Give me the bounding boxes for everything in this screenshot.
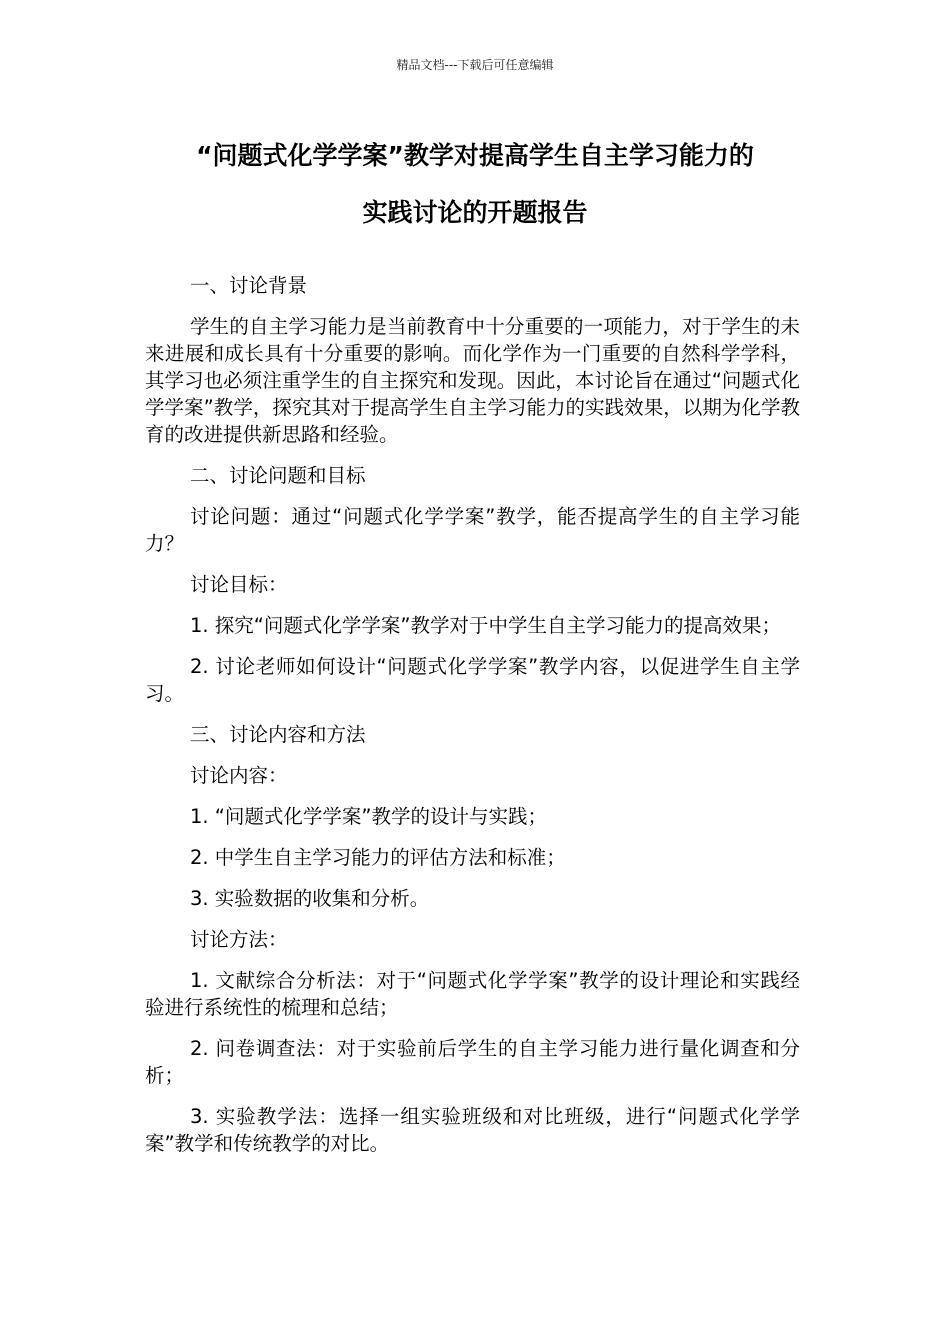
document-body <box>145 272 800 1171</box>
list-item-content-1: 1. “问题式化学学案”教学的设计与实践； <box>190 805 548 828</box>
label-research-content: 讨论内容： <box>190 764 288 787</box>
header-note: 精品文档---下载后可任意编辑 <box>396 58 554 72</box>
paragraph-research-question: 讨论问题：通过“问题式化学学案”教学，能否提高学生的自主学习能力？ <box>145 505 800 555</box>
list-item-goal-1: 1. 探究“问题式化学学案”教学对于中学生自主学习能力的提高效果； <box>190 614 782 637</box>
list-item-method-3: 3. 实验教学法：选择一组实验班级和对比班级，进行“问题式化学学案”教学和传统教学的对比。 <box>145 1105 800 1155</box>
list-item-content-2: 2. 中学生自主学习能力的评估方法和标准； <box>190 846 566 869</box>
document-title-line-2: 实践讨论的开题报告 <box>362 198 588 227</box>
section-heading-content-methods: 三、讨论内容和方法 <box>190 723 366 746</box>
list-item-method-1: 1. 文献综合分析法：对于“问题式化学学案”教学的设计理论和实践经验进行系统性的梳理和总结； <box>145 969 800 1019</box>
section-heading-questions-goals: 二、讨论问题和目标 <box>190 464 366 487</box>
list-item-goal-2: 2. 讨论老师如何设计“问题式化学学案”教学内容，以促进学生自主学习。 <box>145 655 800 705</box>
list-item-method-2: 2. 问卷调查法：对于实验前后学生的自主学习能力进行量化调查和分析； <box>145 1037 800 1087</box>
section-heading-background: 一、讨论背景 <box>190 274 308 297</box>
list-item-content-3: 3. 实验数据的收集和分析。 <box>190 887 430 910</box>
label-research-goals: 讨论目标： <box>190 573 288 596</box>
paragraph-background: 学生的自主学习能力是当前教育中十分重要的一项能力，对于学生的未来进展和成长具有十分重要的影响。而化学作为一门重要的自然科学学科，其学习也必须注重学生的自主探究和发现。因此，本讨论旨在通过“问题式化学学案”教学，探究其对于提高学生自主学习能力的实践效果，以期为化学教育的改进提供新思路和经验。 <box>145 315 800 446</box>
label-research-methods: 讨论方法： <box>190 928 288 951</box>
document-title-line-1: “问题式化学学案”教学对提高学生自主学习能力的 <box>196 141 754 170</box>
